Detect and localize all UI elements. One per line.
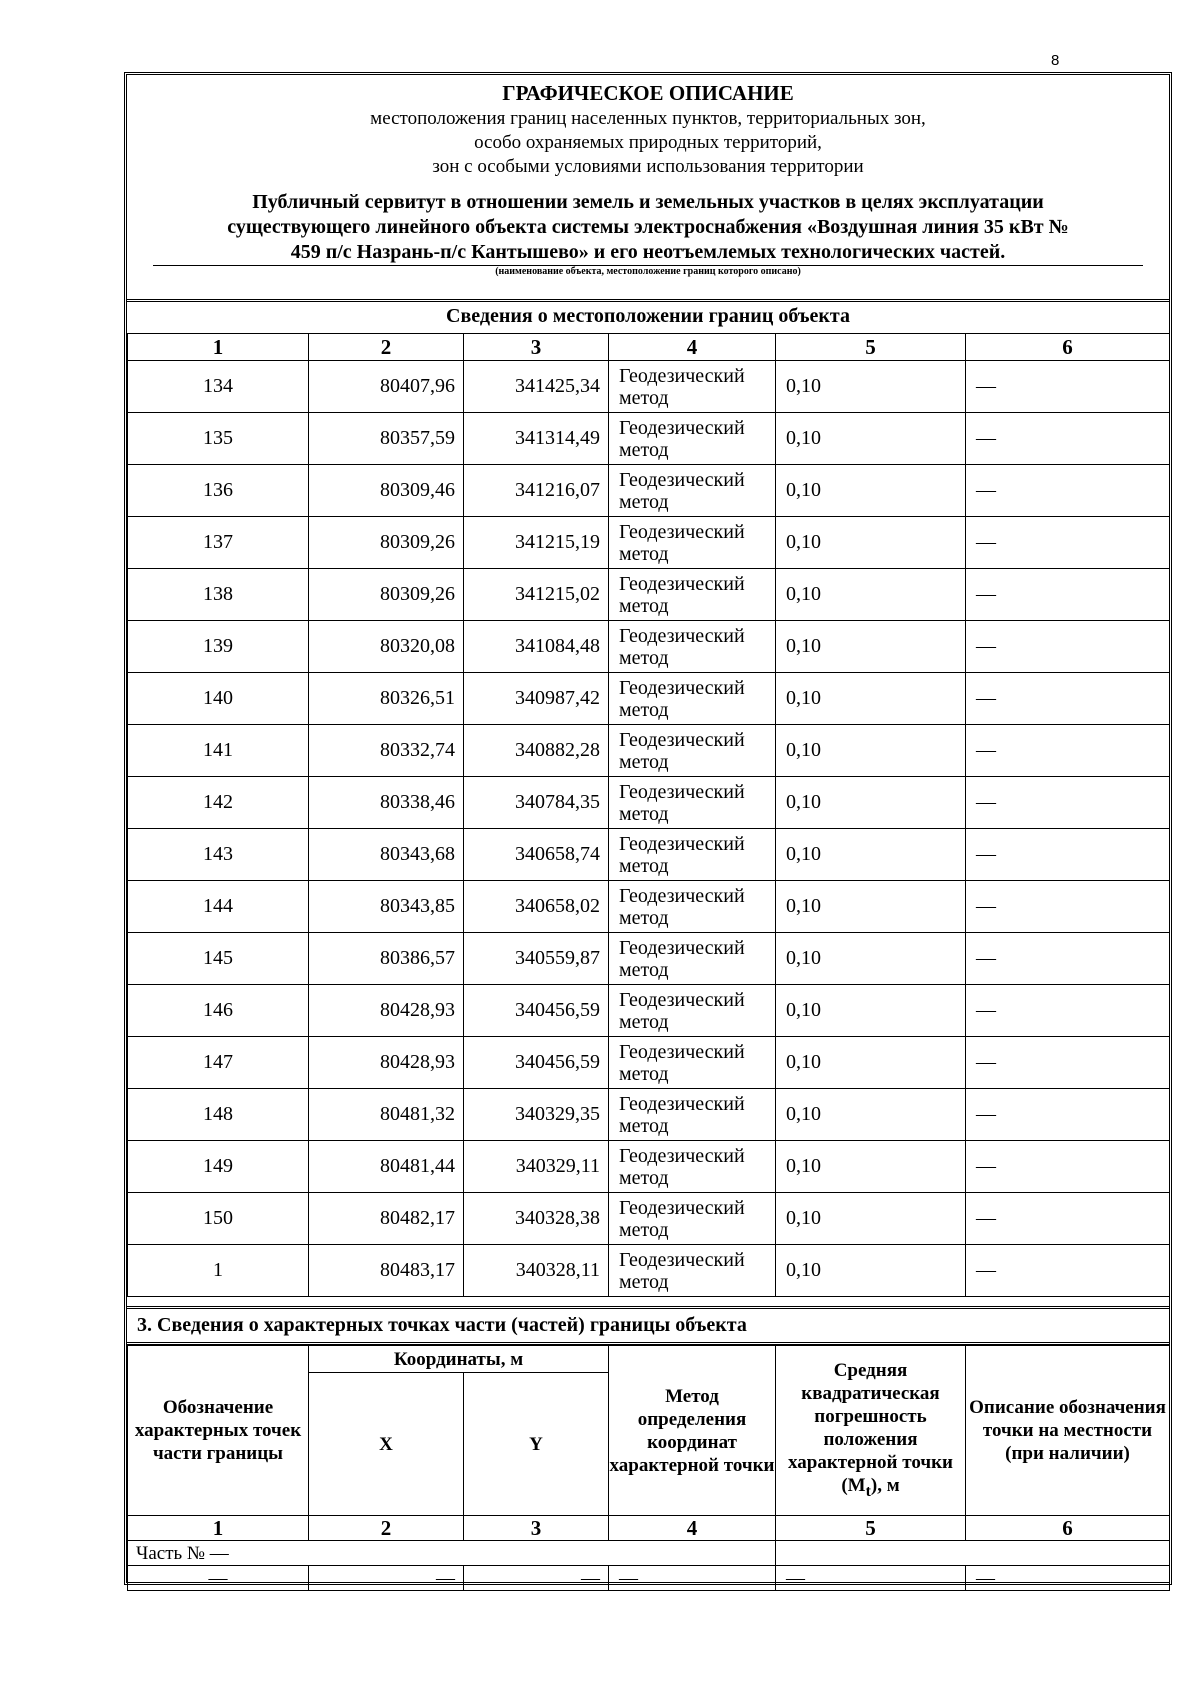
y-coordinate: 341215,19 — [464, 517, 609, 569]
accuracy-cell: 0,10 — [776, 933, 966, 985]
column-number: 4 — [609, 1516, 776, 1541]
part-table-header — [128, 1346, 1170, 1373]
column-number: 3 — [464, 334, 609, 361]
point-designation-header: Обозначение характерных точек части границы — [128, 1346, 309, 1516]
x-coordinate: 80481,44 — [309, 1141, 464, 1193]
x-coordinate: 80428,93 — [309, 1037, 464, 1089]
divider — [127, 299, 1169, 302]
y-coordinate: 340329,35 — [464, 1089, 609, 1141]
accuracy-cell: 0,10 — [776, 413, 966, 465]
point-number: 135 — [128, 413, 309, 465]
point-number: 134 — [128, 361, 309, 413]
accuracy-cell: 0,10 — [776, 985, 966, 1037]
y-coordinate: 340329,11 — [464, 1141, 609, 1193]
y-coordinate: 340559,87 — [464, 933, 609, 985]
y-header: Y — [464, 1373, 609, 1516]
accuracy-cell: 0,10 — [776, 465, 966, 517]
page-number: 8 — [1051, 52, 1060, 69]
point-number: 149 — [128, 1141, 309, 1193]
description-cell: — — [966, 413, 1170, 465]
x-header: X — [309, 1373, 464, 1516]
accuracy-cell: 0,10 — [776, 777, 966, 829]
column-number: 1 — [128, 1516, 309, 1541]
method-cell: Геодезический метод — [609, 517, 776, 569]
description-cell: — — [966, 777, 1170, 829]
table-row — [128, 465, 1170, 517]
description-cell: — — [966, 881, 1170, 933]
table-row — [128, 725, 1170, 777]
description-cell: — — [966, 1193, 1170, 1245]
x-coordinate: 80343,68 — [309, 829, 464, 881]
method-header: Метод определения координат характерной точки — [609, 1346, 776, 1516]
object-name-line: Публичный сервитут в отношении земель и земельных участков в целях эксплуатации — [252, 191, 1044, 213]
x-coordinate: 80326,51 — [309, 673, 464, 725]
method-cell: Геодезический метод — [609, 829, 776, 881]
x-coordinate: 80482,17 — [309, 1193, 464, 1245]
description-cell: — — [966, 673, 1170, 725]
method-cell: Геодезический метод — [609, 361, 776, 413]
accuracy-cell: 0,10 — [776, 881, 966, 933]
object-name-line: существующего линейного объекта системы электроснабжения «Воздушная линия 35 кВт № — [227, 216, 1069, 238]
object-name-line: 459 п/с Назрань-п/с Кантышево» и его неотъемлемых технологических частей. — [290, 241, 1006, 263]
point-number: 148 — [128, 1089, 309, 1141]
point-number: 144 — [128, 881, 309, 933]
part-label-row — [128, 1541, 1170, 1566]
table-row — [128, 1193, 1170, 1245]
x-coordinate: 80343,85 — [309, 881, 464, 933]
coordinates-header: Координаты, м — [309, 1346, 609, 1373]
method-cell: Геодезический метод — [609, 985, 776, 1037]
method-cell: Геодезический метод — [609, 673, 776, 725]
column-number: 5 — [776, 334, 966, 361]
column-number: 4 — [609, 334, 776, 361]
column-number: 5 — [776, 1516, 966, 1541]
accuracy-cell: 0,10 — [776, 1245, 966, 1297]
description-cell: — — [966, 361, 1170, 413]
description-cell: — — [966, 621, 1170, 673]
table-row — [128, 1245, 1170, 1297]
accuracy-header-end: ), м — [870, 1474, 900, 1496]
document-header — [127, 75, 1169, 301]
accuracy-cell: 0,10 — [776, 569, 966, 621]
x-coordinate: 80320,08 — [309, 621, 464, 673]
accuracy-cell: 0,10 — [776, 829, 966, 881]
y-coordinate: 340882,28 — [464, 725, 609, 777]
accuracy-cell: 0,10 — [776, 1037, 966, 1089]
description-cell: — — [966, 465, 1170, 517]
description-cell: — — [966, 725, 1170, 777]
point-number: 143 — [128, 829, 309, 881]
x-coordinate: 80309,26 — [309, 517, 464, 569]
x-coordinate: 80407,96 — [309, 361, 464, 413]
method-cell: Геодезический метод — [609, 1037, 776, 1089]
y-coordinate: 340658,02 — [464, 881, 609, 933]
accuracy-header-text: Средняя квадратическая погрешность положения характерной точки (M — [788, 1359, 953, 1496]
point-number: 140 — [128, 673, 309, 725]
accuracy-cell: 0,10 — [776, 621, 966, 673]
dash-cell: — — [776, 1566, 966, 1591]
table-row — [128, 517, 1170, 569]
accuracy-cell: 0,10 — [776, 1193, 966, 1245]
x-coordinate: 80357,59 — [309, 413, 464, 465]
y-coordinate: 340987,42 — [464, 673, 609, 725]
y-coordinate: 340658,74 — [464, 829, 609, 881]
y-coordinate: 341084,48 — [464, 621, 609, 673]
method-cell: Геодезический метод — [609, 413, 776, 465]
y-coordinate: 340456,59 — [464, 985, 609, 1037]
description-cell: — — [966, 985, 1170, 1037]
table-row — [128, 881, 1170, 933]
table-row — [128, 777, 1170, 829]
column-number: 2 — [309, 334, 464, 361]
accuracy-header — [776, 1346, 966, 1516]
x-coordinate: 80481,32 — [309, 1089, 464, 1141]
description-cell: — — [966, 1141, 1170, 1193]
table-row — [128, 1141, 1170, 1193]
accuracy-cell: 0,10 — [776, 517, 966, 569]
method-cell: Геодезический метод — [609, 777, 776, 829]
description-cell: — — [966, 569, 1170, 621]
part-label-empty — [776, 1541, 1170, 1566]
column-number-row — [128, 1516, 1170, 1541]
dash-cell: — — [128, 1566, 309, 1591]
subtitle-line: особо охраняемых природных территорий, — [474, 132, 822, 153]
accuracy-cell: 0,10 — [776, 1141, 966, 1193]
accuracy-cell: 0,10 — [776, 673, 966, 725]
description-cell: — — [966, 1037, 1170, 1089]
method-cell: Геодезический метод — [609, 569, 776, 621]
x-coordinate: 80309,26 — [309, 569, 464, 621]
accuracy-header-subscript: t — [865, 1482, 871, 1500]
table-row — [128, 361, 1170, 413]
y-coordinate: 340328,11 — [464, 1245, 609, 1297]
document-frame — [124, 72, 1172, 1589]
point-number: 1 — [128, 1245, 309, 1297]
x-coordinate: 80386,57 — [309, 933, 464, 985]
column-number-row — [128, 334, 1170, 361]
column-number: 6 — [966, 334, 1170, 361]
point-number: 146 — [128, 985, 309, 1037]
subtitle-line: местоположения границ населенных пунктов, территориальных зон, — [370, 108, 926, 129]
x-coordinate: 80483,17 — [309, 1245, 464, 1297]
part-label: Часть № — — [128, 1541, 776, 1566]
y-coordinate: 341215,02 — [464, 569, 609, 621]
column-number: 1 — [128, 334, 309, 361]
method-cell: Геодезический метод — [609, 1141, 776, 1193]
point-number: 145 — [128, 933, 309, 985]
point-number: 136 — [128, 465, 309, 517]
point-number: 139 — [128, 621, 309, 673]
dash-cell: — — [464, 1566, 609, 1591]
description-cell: — — [966, 1089, 1170, 1141]
part-dash-row — [128, 1566, 1170, 1591]
column-number: 6 — [966, 1516, 1170, 1541]
point-number: 142 — [128, 777, 309, 829]
section-3-title: 3. Сведения о характерных точках части (частей) границы объекта — [137, 1314, 747, 1336]
x-coordinate: 80332,74 — [309, 725, 464, 777]
method-cell: Геодезический метод — [609, 933, 776, 985]
column-number: 2 — [309, 1516, 464, 1541]
section-title: Сведения о местоположении границ объекта — [446, 305, 850, 327]
description-cell: — — [966, 1245, 1170, 1297]
dash-cell: — — [966, 1566, 1170, 1591]
description-header: Описание обозначения точки на местности (при наличии) — [966, 1346, 1170, 1516]
part-points-table — [127, 1345, 1170, 1591]
point-number: 137 — [128, 517, 309, 569]
method-cell: Геодезический метод — [609, 725, 776, 777]
method-cell: Геодезический метод — [609, 881, 776, 933]
document-title: ГРАФИЧЕСКОЕ ОПИСАНИЕ — [502, 81, 794, 105]
description-cell: — — [966, 517, 1170, 569]
y-coordinate: 340784,35 — [464, 777, 609, 829]
y-coordinate: 341314,49 — [464, 413, 609, 465]
method-cell: Геодезический метод — [609, 1193, 776, 1245]
table-row — [128, 1089, 1170, 1141]
table-row — [128, 933, 1170, 985]
subtitle-line: зон с особыми условиями использования территории — [432, 156, 864, 177]
table-row — [128, 621, 1170, 673]
method-cell: Геодезический метод — [609, 621, 776, 673]
description-cell: — — [966, 829, 1170, 881]
method-cell: Геодезический метод — [609, 465, 776, 517]
coordinates-table — [127, 333, 1170, 1297]
table-row — [128, 569, 1170, 621]
accuracy-cell: 0,10 — [776, 725, 966, 777]
point-number: 150 — [128, 1193, 309, 1245]
accuracy-cell: 0,10 — [776, 361, 966, 413]
dash-cell: — — [309, 1566, 464, 1591]
table-row — [128, 673, 1170, 725]
point-number: 141 — [128, 725, 309, 777]
x-coordinate: 80428,93 — [309, 985, 464, 1037]
description-cell: — — [966, 933, 1170, 985]
accuracy-cell: 0,10 — [776, 1089, 966, 1141]
y-coordinate: 340328,38 — [464, 1193, 609, 1245]
x-coordinate: 80338,46 — [309, 777, 464, 829]
y-coordinate: 341425,34 — [464, 361, 609, 413]
table-row — [128, 985, 1170, 1037]
table-row — [128, 413, 1170, 465]
dash-cell: — — [609, 1566, 776, 1591]
table-row — [128, 829, 1170, 881]
column-number: 3 — [464, 1516, 609, 1541]
x-coordinate: 80309,46 — [309, 465, 464, 517]
y-coordinate: 340456,59 — [464, 1037, 609, 1089]
y-coordinate: 341216,07 — [464, 465, 609, 517]
method-cell: Геодезический метод — [609, 1089, 776, 1141]
table-row — [128, 1037, 1170, 1089]
object-caption: (наименование объекта, местоположение границ которого описано) — [495, 266, 801, 277]
method-cell: Геодезический метод — [609, 1245, 776, 1297]
point-number: 138 — [128, 569, 309, 621]
point-number: 147 — [128, 1037, 309, 1089]
